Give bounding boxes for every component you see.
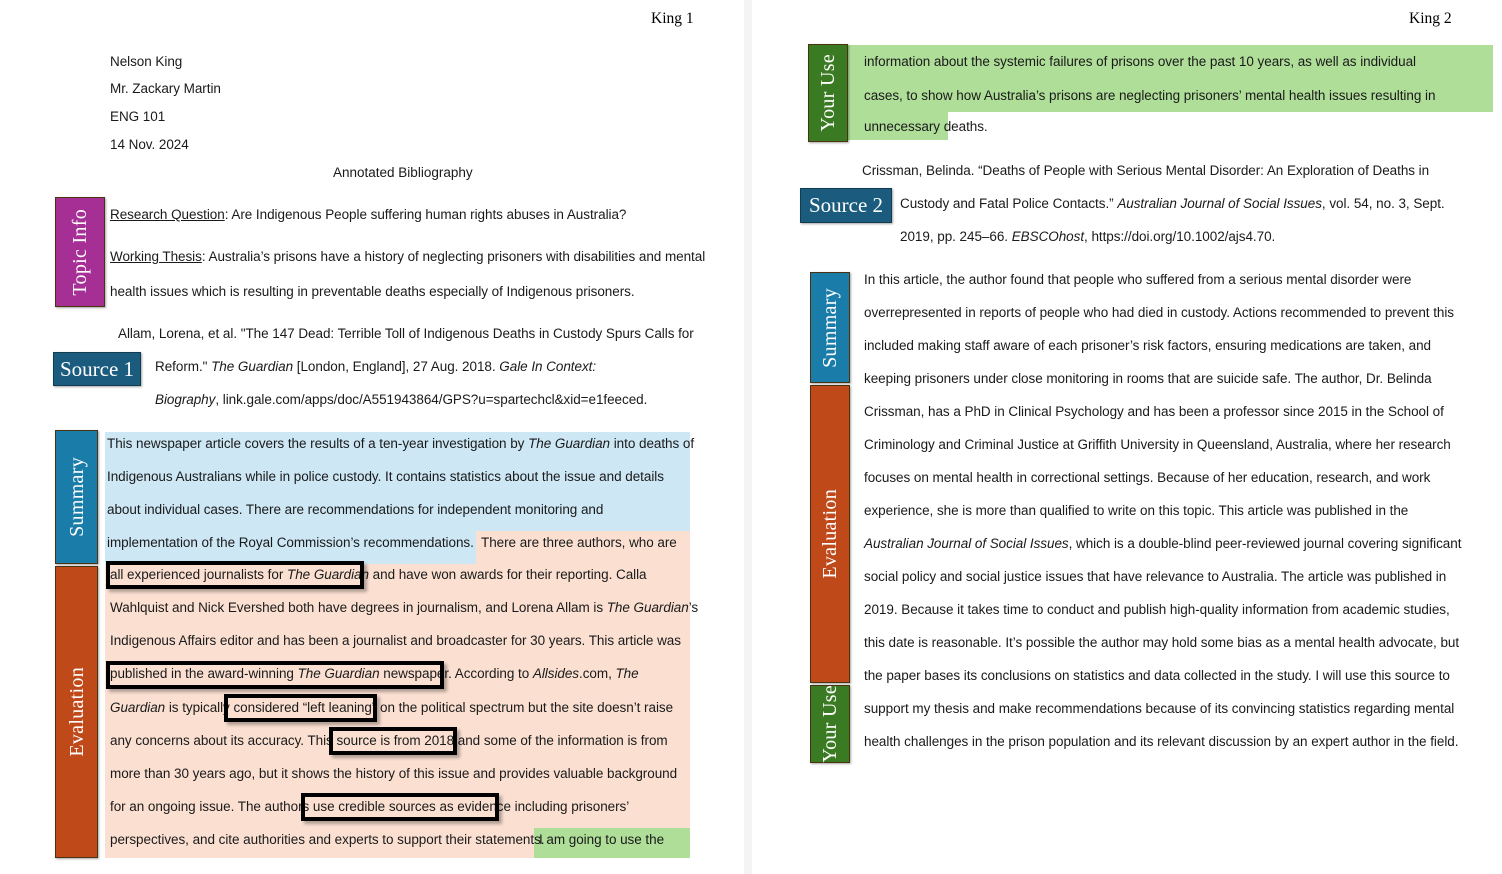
summary-line-p2-2: overrepresented in reports of people who had died in custody. Actions recommended to prevent this [864, 305, 1455, 320]
evaluation-line-p1-2: all experienced journalists for The Guardian and have won awards for their reporting. Calla [110, 567, 647, 582]
summary-tab-p2 [810, 272, 850, 383]
evaluation-tab-p1 [55, 566, 98, 858]
page-title: Annotated Bibliography [333, 165, 473, 180]
running-head-page-2: King 2 [1409, 10, 1452, 27]
summary-line-p2-3: included making staff aware of each prisoner’s risk factors, ensuring medications are taken, and [864, 338, 1432, 353]
evaluation-line-p2-7: 2019. Because it takes time to conduct and publish high-quality information from academic studies, [864, 602, 1450, 617]
citation-1-line-2: Reform." The Guardian [London, England], 27 Aug. 2018. Gale In Context: [155, 359, 597, 374]
evaluation-tab-p2 [810, 385, 850, 683]
summary-line-p2-4: keeping prisoners under close monitoring in rooms that are suicide safe. The author, Dr. Belinda [864, 371, 1432, 386]
source-1-box [53, 352, 141, 386]
evaluation-line-p2-6: social policy and social justice issues that have relevance to Australia. The article was published in [864, 569, 1447, 584]
evaluation-line-p1-8: more than 30 years ago, but it shows the history of this issue and provides valuable background [110, 766, 678, 781]
your-use-tab-p2-top [808, 44, 848, 142]
working-thesis-line-2: health issues which is resulting in preventable deaths especially of Indigenous prisoners. [110, 284, 635, 299]
citation-2-line-3: 2019, pp. 245–66. EBSCOhost, https://doi.org/10.1002/ajs4.70. [900, 229, 1276, 244]
summary-line-p1-1: This newspaper article covers the results of a ten-year investigation by The Guardian into deaths of [107, 436, 695, 451]
evaluation-line-p2-9: the paper bases its conclusions on statistics and data collected in the study. I will use this source to [864, 668, 1450, 683]
evaluation-line-p2-5: Australian Journal of Social Issues, which is a double-blind peer-reviewed journal covering significant [864, 536, 1462, 551]
summary-line-p1-2: Indigenous Australians while in police custody. It contains statistics about the issue and details [107, 469, 664, 484]
evaluation-line-p1-1: There are three authors, who are [481, 535, 677, 550]
evaluation-line-p2-1: Crissman, has a PhD in Clinical Psychology and has been a professor since 2015 in the School of [864, 404, 1444, 419]
summary-tab-label-p1: Summary [65, 457, 88, 537]
source-2-label: Source 2 [808, 193, 884, 217]
document-page-1 [0, 0, 744, 874]
evaluation-tab-label-p1: Evaluation [65, 667, 88, 757]
evaluation-line-p2-4: experience, she is more than qualified to write on this topic. This article was published in the [864, 503, 1409, 518]
evaluation-tab-label-p2: Evaluation [819, 489, 841, 579]
evaluation-line-p1-9: for an ongoing issue. The authors use credible sources as evidence including prisoners’ [110, 799, 630, 814]
citation-2-line-1: Crissman, Belinda. “Deaths of People with Serious Mental Disorder: An Exploration of Deaths in [862, 163, 1430, 178]
source-1-label: Source 1 [59, 356, 135, 381]
evaluation-line-p1-3: Wahlquist and Nick Evershed both have degrees in journalism, and Lorena Allam is The Guardian’s [110, 600, 699, 615]
working-thesis-line-1 [110, 249, 705, 265]
author-name: Nelson King [110, 54, 183, 69]
your-use-tab-label-p2-top: Your Use [817, 54, 839, 132]
working-thesis-label: Working Thesis [110, 249, 202, 264]
evaluation-line-p2-8: this date is reasonable. It’s possible the author may hold some bias as a mental health advocate, but [864, 635, 1460, 650]
your-use-bottom-line-p2-2: health challenges in the prison population and its relevant discussion by an expert author in the field. [864, 734, 1459, 749]
your-use-tab-p2-bottom [810, 685, 850, 763]
instructor-name: Mr. Zackary Martin [110, 81, 221, 96]
your-use-line-p2-2: cases, to show how Australia’s prisons are neglecting prisoners’ mental health issues resulting in [864, 88, 1436, 103]
summary-line-p2-1: In this article, the author found that people who suffered from a serious mental disorder were [864, 272, 1412, 287]
summary-tab-p1 [55, 430, 98, 564]
research-question-line [110, 207, 626, 223]
topic-info-tab-label: Topic Info [69, 208, 91, 296]
running-head-page-1: King 1 [651, 10, 694, 27]
summary-tab-label-p2: Summary [819, 287, 841, 368]
evaluation-line-p1-10: perspectives, and cite authorities and experts to support their statements. [110, 832, 545, 847]
evaluation-line-p2-3: focuses on mental health in correctional settings. Because of her education, research, and work [864, 470, 1431, 485]
research-question-text: : Are Indigenous People suffering human rights abuses in Australia? [224, 207, 627, 222]
evaluation-line-p2-2: Criminology and Criminal Justice at Griffith University in Queensland, Australia, where her research [864, 437, 1451, 452]
evaluation-line-p1-6: Guardian is typically considered “left leaning” on the political spectrum but the site doesn’t raise [110, 700, 674, 715]
document-page-2 [752, 0, 1502, 874]
page-divider [744, 0, 752, 874]
your-use-line-p2-3: unnecessary deaths. [864, 119, 988, 134]
citation-1-line-3: Biography, link.gale.com/apps/doc/A551943864/GPS?u=spartechcl&xid=e1feeced. [155, 392, 648, 407]
your-use-tab-label-p2-bottom: Your Use [819, 685, 841, 763]
summary-line-p1-4: implementation of the Royal Commission’s recommendations. [107, 535, 474, 550]
citation-2-line-2: Custody and Fatal Police Contacts.” Australian Journal of Social Issues, vol. 54, no. 3, Sept. [900, 196, 1445, 211]
evaluation-line-p1-7: any concerns about its accuracy. This source is from 2018 and some of the information is from [110, 733, 668, 748]
date: 14 Nov. 2024 [110, 137, 189, 152]
your-use-line-p1: I am going to use the [539, 832, 665, 847]
your-use-bottom-line-p2-1: support my thesis and make recommendations because of its convincing statistics regarding mental [864, 701, 1455, 716]
citation-1-line-1: Allam, Lorena, et al. "The 147 Dead: Terrible Toll of Indigenous Deaths in Custody Spurs Calls for [118, 326, 694, 341]
topic-info-tab [55, 197, 105, 307]
working-thesis-text: : Australia’s prisons have a history of neglecting prisoners with disabilities and mental [201, 249, 706, 264]
summary-line-p1-3: about individual cases. There are recommendations for independent monitoring and [107, 502, 604, 517]
research-question-label: Research Question [110, 207, 225, 222]
your-use-line-p2-1: information about the systemic failures of prisons over the past 10 years, as well as individual [864, 54, 1416, 69]
evaluation-line-p1-5: published in the award-winning The Guardian newspaper. According to Allsides.com, The [110, 666, 639, 681]
evaluation-line-p1-4: Indigenous Affairs editor and has been a journalist and broadcaster for 30 years. This article was [110, 633, 681, 648]
course-name: ENG 101 [110, 109, 166, 124]
source-2-box [800, 188, 892, 223]
